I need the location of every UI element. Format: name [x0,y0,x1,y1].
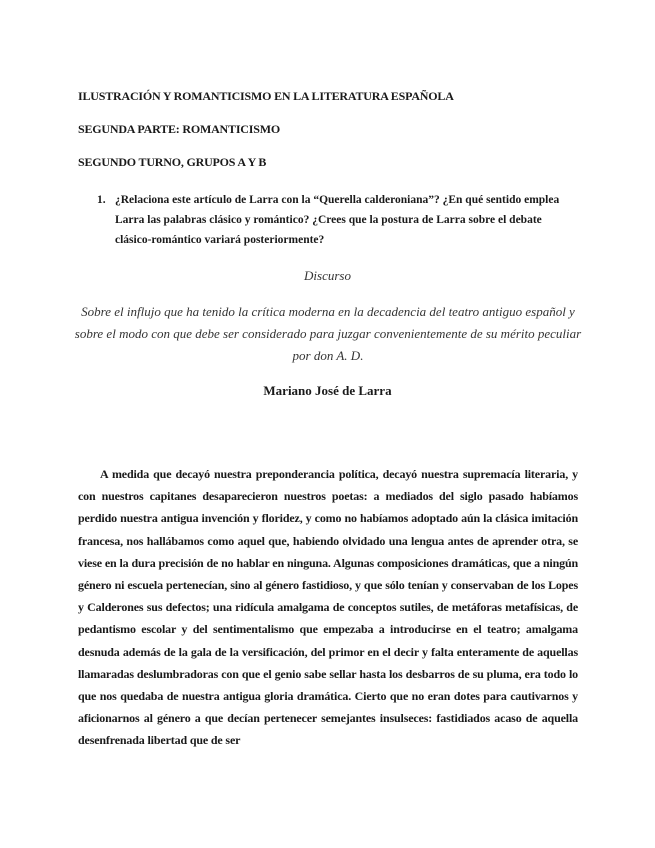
question-number: 1. [97,194,106,206]
question-text: ¿Relaciona este artículo de Larra con la “Querella calderoniana”? ¿En qué sentido emplea Larra las palabras clásico y romántico? ¿Crees que la postura de Larra sobre el debate clásico-romántico variará posteriormente? [115,194,560,246]
question-item [97,190,567,250]
author-name: Mariano José de Larra [263,383,392,398]
document-heading-title: ILUSTRACIÓN Y ROMANTICISMO EN LA LITERATURA ESPAÑOLA [78,89,454,103]
discurso-subtitle: Sobre el influjo que ha tenido la crítica moderna en la decadencia del teatro antiguo español y sobre el modo con que debe ser considerado para juzgar convenientemente de su mérito peculiar por don A. D. [74,304,582,363]
body-paragraph: A medida que decayó nuestra preponderancia política, decayó nuestra supremacía literaria, y con nuestros capitanes desaparecieron nuestros poetas: a mediados del siglo pasado habíamos perdido nuestra antigua invención y floridez, y como no habíamos adoptado aún la clásica imitación francesa, nos hallábamos como aquel que, habiendo olvidado una lengua antes de aprender otra, se viese en la dura precisión de no hablar en ninguna. Algunas composiciones dramáticas, que a ningún género ni escuela pertenecían, sino al género fastidioso, y que sólo tenían y conservaban de los Lopes y Calderones sus defectos; una ridícula amalgama de conceptos sutiles, de metáforas metafísicas, de pedantismo escolar y del sentimentalismo que empezaba a introducirse en el teatro; amalgama desnuda además de la gala de la versificación, del primor en el decir y falta enteramente de aquellas llamaradas deslumbradoras con que el genio sabe sellar hasta los desbarros de su pluma, era todo lo que nos quedaba de nuestra antigua gloria dramática. Cierto que no eran dotes para cautivarnos y aficionarnos al género a que decían pertenecer semejantes insulseces: fastidiados acaso de aquella desenfrenada libertad que de ser [78,467,578,748]
discurso-label: Discurso [304,268,351,283]
document-heading-shift: SEGUNDO TURNO, GRUPOS A Y B [78,155,267,169]
document-heading-part: SEGUNDA PARTE: ROMANTICISMO [78,122,280,136]
